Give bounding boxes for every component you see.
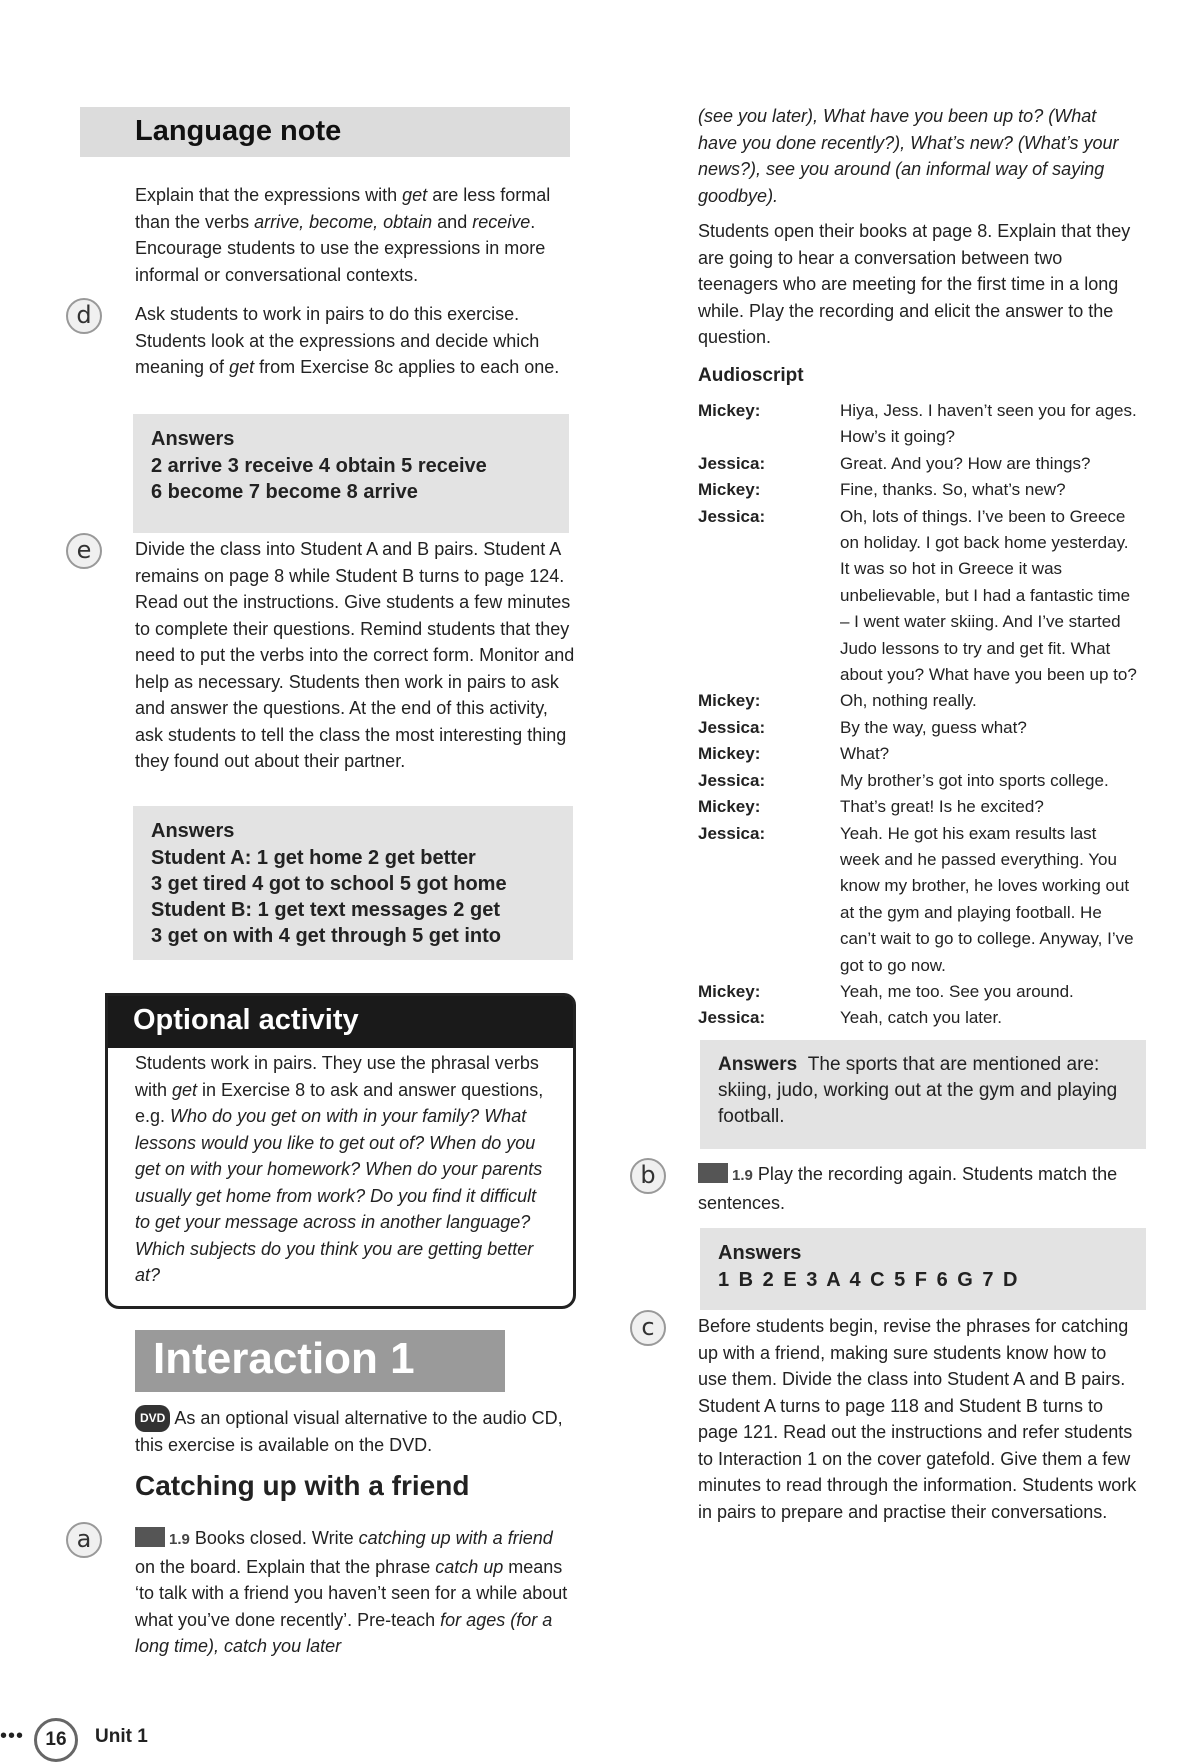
section-title: Catching up with a friend <box>135 1470 470 1501</box>
exercise-a-text-2: Students open their books at page 8. Explain that they are going to hear a conversation between two teenagers who are meeting for the first time in a long while. Play the recording and elicit the answer to the question. <box>698 221 1131 347</box>
speaker-line: My brother’s got into sports college. <box>840 770 1109 790</box>
answers-line: 3 get tired 4 got to school 5 got home <box>151 873 507 895</box>
speaker-line: Yeah, catch you later. <box>840 1008 1002 1028</box>
audioscript-line <box>698 688 1138 714</box>
speaker-name: Jessica: <box>698 823 766 843</box>
audioscript-heading: Audioscript <box>698 365 804 386</box>
dvd-note: DVD As an optional visual alternative to the audio CD, this exercise is available on the DVD. <box>135 1405 575 1458</box>
answers-line: 3 get on with 4 get through 5 get into <box>151 925 501 947</box>
answers-line: 2 arrive 3 receive 4 obtain 5 receive <box>151 455 487 477</box>
audioscript-table <box>698 398 1138 1032</box>
audioscript-line <box>698 451 1138 477</box>
exercise-e-text: Divide the class into Student A and B pairs. Student A remains on page 8 while Student B turns to page 124. Read out the instructions. Give students a few minutes to complete their questions. Remind students that they need to put the verbs into the correct form. Monitor and help as necessary. Students then work in pairs to ask and answer the questions. At the end of this activity, ask students to tell the class the most interesting thing they found out about their partner. <box>135 539 575 771</box>
speaker-name: Mickey: <box>698 981 761 1001</box>
page-number: 16 <box>34 1718 78 1762</box>
speaker-name: Jessica: <box>698 770 766 790</box>
exercise-b-answers <box>700 1228 1146 1310</box>
audio-icon <box>698 1163 728 1183</box>
speaker-line: What? <box>840 744 890 764</box>
footer-dots: ••• <box>0 1725 25 1747</box>
language-note-heading: Language note <box>135 115 342 147</box>
answers-heading: Answers <box>718 1242 802 1264</box>
interaction-banner <box>135 1330 505 1392</box>
exercise-b-text: 1.9 Play the recording again. Students match the sentences. <box>698 1164 1118 1213</box>
exercise-d-marker: d <box>66 298 102 334</box>
speaker-line: Fine, thanks. So, what’s new? <box>840 480 1066 500</box>
optional-activity-heading: Optional activity <box>133 1004 359 1036</box>
audioscript-line <box>698 715 1138 741</box>
speaker-line: That’s great! Is he excited? <box>840 797 1044 817</box>
optional-activity-text: Students work in pairs. They use the phrasal verbs with get in Exercise 8 to ask and answer questions, e.g. Who do you get on with in your family? What lessons would you like to get out of? When do you get on with your homework? When do your parents usually get home from work? Do you find it difficult to get your message across in another language? Which subjects do you think you are getting better at? <box>135 1053 544 1285</box>
optional-activity-box <box>105 993 576 1309</box>
answers-heading: Answers <box>151 820 235 842</box>
audioscript-line <box>698 1005 1138 1031</box>
speaker-line: Oh, lots of things. I’ve been to Greece on holiday. I got back home yesterday. It was so hot in Greece it was unbelievable, but I had a fantastic time – I went water skiing. And I’ve started Judo lessons to try and get fit. What about you? What have you been up to? <box>840 506 1137 685</box>
answers-line: 6 become 7 become 8 arrive <box>151 481 418 503</box>
answers-text: The sports that are mentioned are: skiing, judo, working out at the gym and playing football. <box>718 1054 1118 1127</box>
speaker-name: Jessica: <box>698 453 766 473</box>
speaker-line: Yeah, me too. See you around. <box>840 981 1074 1001</box>
exercise-c-text: Before students begin, revise the phrases for catching up with a friend, making sure students know how to use them. Divide the class into Student A and B pairs. Student A turns to page 118 and Student B turns to page 121. Read out the instructions and refer students to Interaction 1 on the cover gatefold. Give them a few minutes to read through the information. Students work in pairs to prepare and practise their conversations. <box>698 1316 1137 1522</box>
exercise-c-marker: c <box>630 1310 666 1346</box>
audioscript-line <box>698 398 1138 451</box>
speaker-name: Mickey: <box>698 401 761 420</box>
exercise-a-marker: a <box>66 1522 102 1558</box>
audio-icon <box>135 1527 165 1547</box>
speaker-name: Mickey: <box>698 744 761 764</box>
exercise-e-answers <box>133 806 573 960</box>
exercise-a-text-continued: (see you later), What have you been up to? (What have you done recently?), What’s new? (What’s your news?), see you around (an informal way of saying goodbye). <box>698 106 1119 206</box>
dvd-icon: DVD <box>135 1405 170 1432</box>
answers-line: 1 B 2 E 3 A 4 C 5 F 6 G 7 D <box>718 1269 1020 1291</box>
unit-label: Unit 1 <box>95 1726 148 1747</box>
exercise-d-text: Ask students to work in pairs to do this exercise. Students look at the expressions and decide which meaning of get from Exercise 8c applies to each one. <box>135 304 560 377</box>
speaker-line: By the way, guess what? <box>840 717 1027 737</box>
speaker-line: Great. And you? How are things? <box>840 453 1091 473</box>
speaker-name: Jessica: <box>698 506 766 526</box>
answers-heading: Answers <box>151 428 235 450</box>
audioscript-line <box>698 504 1138 689</box>
audioscript-line <box>698 794 1138 820</box>
answers-heading: Answers <box>718 1054 798 1075</box>
exercise-b-marker: b <box>630 1158 666 1194</box>
speaker-line: Hiya, Jess. I haven’t seen you for ages. How’s it going? <box>840 401 1137 447</box>
answers-line: Student B: 1 get text messages 2 get <box>151 899 500 921</box>
speaker-name: Jessica: <box>698 717 766 737</box>
language-note-header <box>80 107 570 157</box>
audioscript-line <box>698 477 1138 503</box>
speaker-name: Mickey: <box>698 797 761 817</box>
audioscript-answers <box>700 1040 1146 1149</box>
exercise-d-answers <box>133 414 569 533</box>
speaker-name: Mickey: <box>698 480 761 500</box>
answers-line: Student A: 1 get home 2 get better <box>151 847 476 869</box>
speaker-name: Jessica: <box>698 1008 766 1028</box>
audioscript-line <box>698 979 1138 1005</box>
language-note-text: Explain that the expressions with get are less formal than the verbs arrive, become, obtain and receive. Encourage students to use the expressions in more informal or conversational contexts. <box>135 185 551 285</box>
speaker-line: Yeah. He got his exam results last week and he passed everything. You know my brother, he loves working out at the gym and playing football. He can’t wait to go to college. Anyway, I’ve got to go now. <box>840 823 1134 975</box>
exercise-a-text: 1.9 Books closed. Write catching up with a friend on the board. Explain that the phrase catch up means ‘to talk with a friend you haven’t seen for a while about what you’ve done recently’. Pre-teach for ages (for a long time), catch you later <box>135 1528 568 1656</box>
speaker-name: Mickey: <box>698 691 761 711</box>
speaker-line: Oh, nothing really. <box>840 691 977 711</box>
interaction-heading: Interaction 1 <box>153 1334 415 1383</box>
audioscript-line <box>698 768 1138 794</box>
audioscript-line <box>698 821 1138 979</box>
optional-activity-header <box>108 996 573 1048</box>
audioscript-line <box>698 741 1138 767</box>
exercise-e-marker: e <box>66 533 102 569</box>
